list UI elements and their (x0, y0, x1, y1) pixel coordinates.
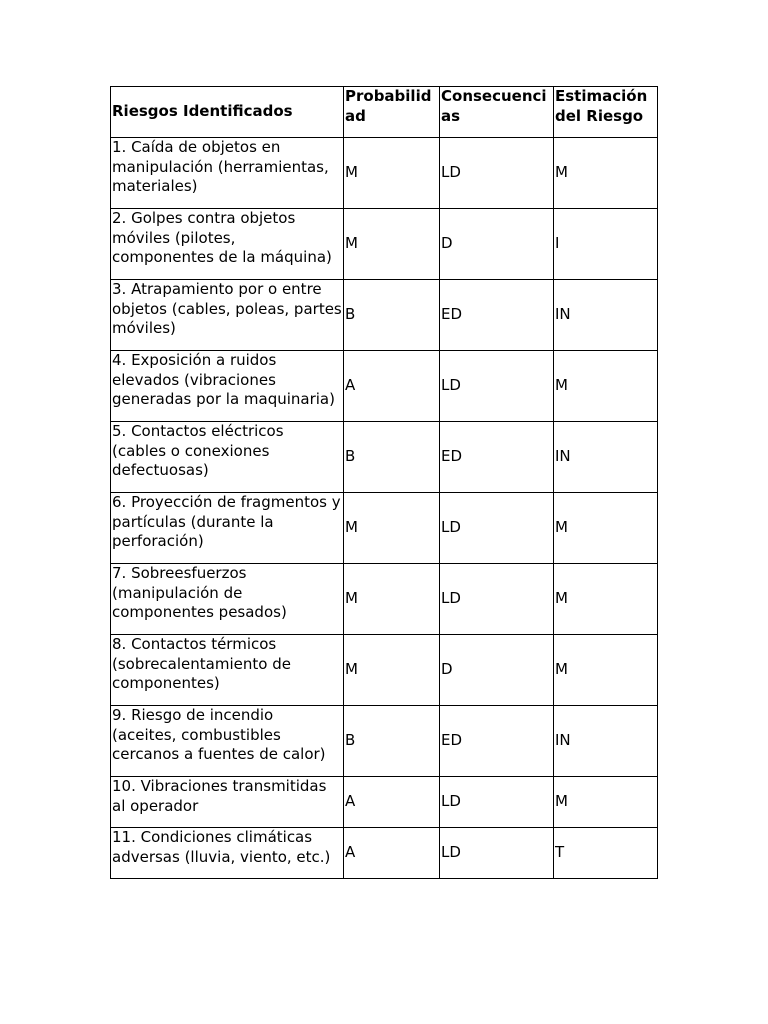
header-probabilidad: Probabilidad (344, 87, 440, 138)
risk-estimate-value: T (554, 828, 658, 879)
probability-value: A (344, 351, 440, 422)
header-riesgos: Riesgos Identificados (111, 87, 344, 138)
risk-description: 3. Atrapamiento por o entre objetos (cables, poleas, partes móviles) (111, 280, 344, 351)
probability-value: M (344, 209, 440, 280)
risk-estimate-value: IN (554, 280, 658, 351)
risk-description: 1. Caída de objetos en manipulación (herramientas, materiales) (111, 138, 344, 209)
header-estimacion: Estimación del Riesgo (554, 87, 658, 138)
table-row (111, 351, 658, 422)
table-row (111, 493, 658, 564)
probability-value: A (344, 828, 440, 879)
risk-estimate-value: M (554, 635, 658, 706)
risk-estimate-value: M (554, 777, 658, 828)
risk-description: 8. Contactos térmicos (sobrecalentamiento de componentes) (111, 635, 344, 706)
table-row (111, 777, 658, 828)
table-row (111, 828, 658, 879)
risk-description: 5. Contactos eléctricos (cables o conexiones defectuosas) (111, 422, 344, 493)
probability-value: M (344, 635, 440, 706)
risk-estimate-value: M (554, 493, 658, 564)
consequence-value: ED (440, 706, 554, 777)
consequence-value: D (440, 209, 554, 280)
consequence-value: ED (440, 280, 554, 351)
probability-value: B (344, 280, 440, 351)
consequence-value: LD (440, 777, 554, 828)
consequence-value: LD (440, 351, 554, 422)
risk-description: 9. Riesgo de incendio (aceites, combustibles cercanos a fuentes de calor) (111, 706, 344, 777)
consequence-value: LD (440, 564, 554, 635)
probability-value: B (344, 706, 440, 777)
table-row (111, 138, 658, 209)
consequence-value: LD (440, 828, 554, 879)
probability-value: B (344, 422, 440, 493)
risk-description: 11. Condiciones climáticas adversas (lluvia, viento, etc.) (111, 828, 344, 879)
risk-assessment-table (110, 86, 658, 879)
header-consecuencias: Consecuencias (440, 87, 554, 138)
probability-value: A (344, 777, 440, 828)
risk-estimate-value: M (554, 351, 658, 422)
table-header-row (111, 87, 658, 138)
risk-description: 7. Sobreesfuerzos (manipulación de componentes pesados) (111, 564, 344, 635)
probability-value: M (344, 493, 440, 564)
probability-value: M (344, 564, 440, 635)
risk-estimate-value: IN (554, 422, 658, 493)
table-row (111, 635, 658, 706)
consequence-value: LD (440, 493, 554, 564)
table-row (111, 280, 658, 351)
risk-estimate-value: M (554, 564, 658, 635)
risk-estimate-value: M (554, 138, 658, 209)
risk-description: 4. Exposición a ruidos elevados (vibraciones generadas por la maquinaria) (111, 351, 344, 422)
consequence-value: LD (440, 138, 554, 209)
table-row (111, 209, 658, 280)
table-row (111, 422, 658, 493)
consequence-value: D (440, 635, 554, 706)
table-row (111, 706, 658, 777)
risk-description: 2. Golpes contra objetos móviles (pilotes, componentes de la máquina) (111, 209, 344, 280)
table-row (111, 564, 658, 635)
consequence-value: ED (440, 422, 554, 493)
risk-description: 6. Proyección de fragmentos y partículas (durante la perforación) (111, 493, 344, 564)
risk-estimate-value: I (554, 209, 658, 280)
probability-value: M (344, 138, 440, 209)
risk-estimate-value: IN (554, 706, 658, 777)
risk-description: 10. Vibraciones transmitidas al operador (111, 777, 344, 828)
